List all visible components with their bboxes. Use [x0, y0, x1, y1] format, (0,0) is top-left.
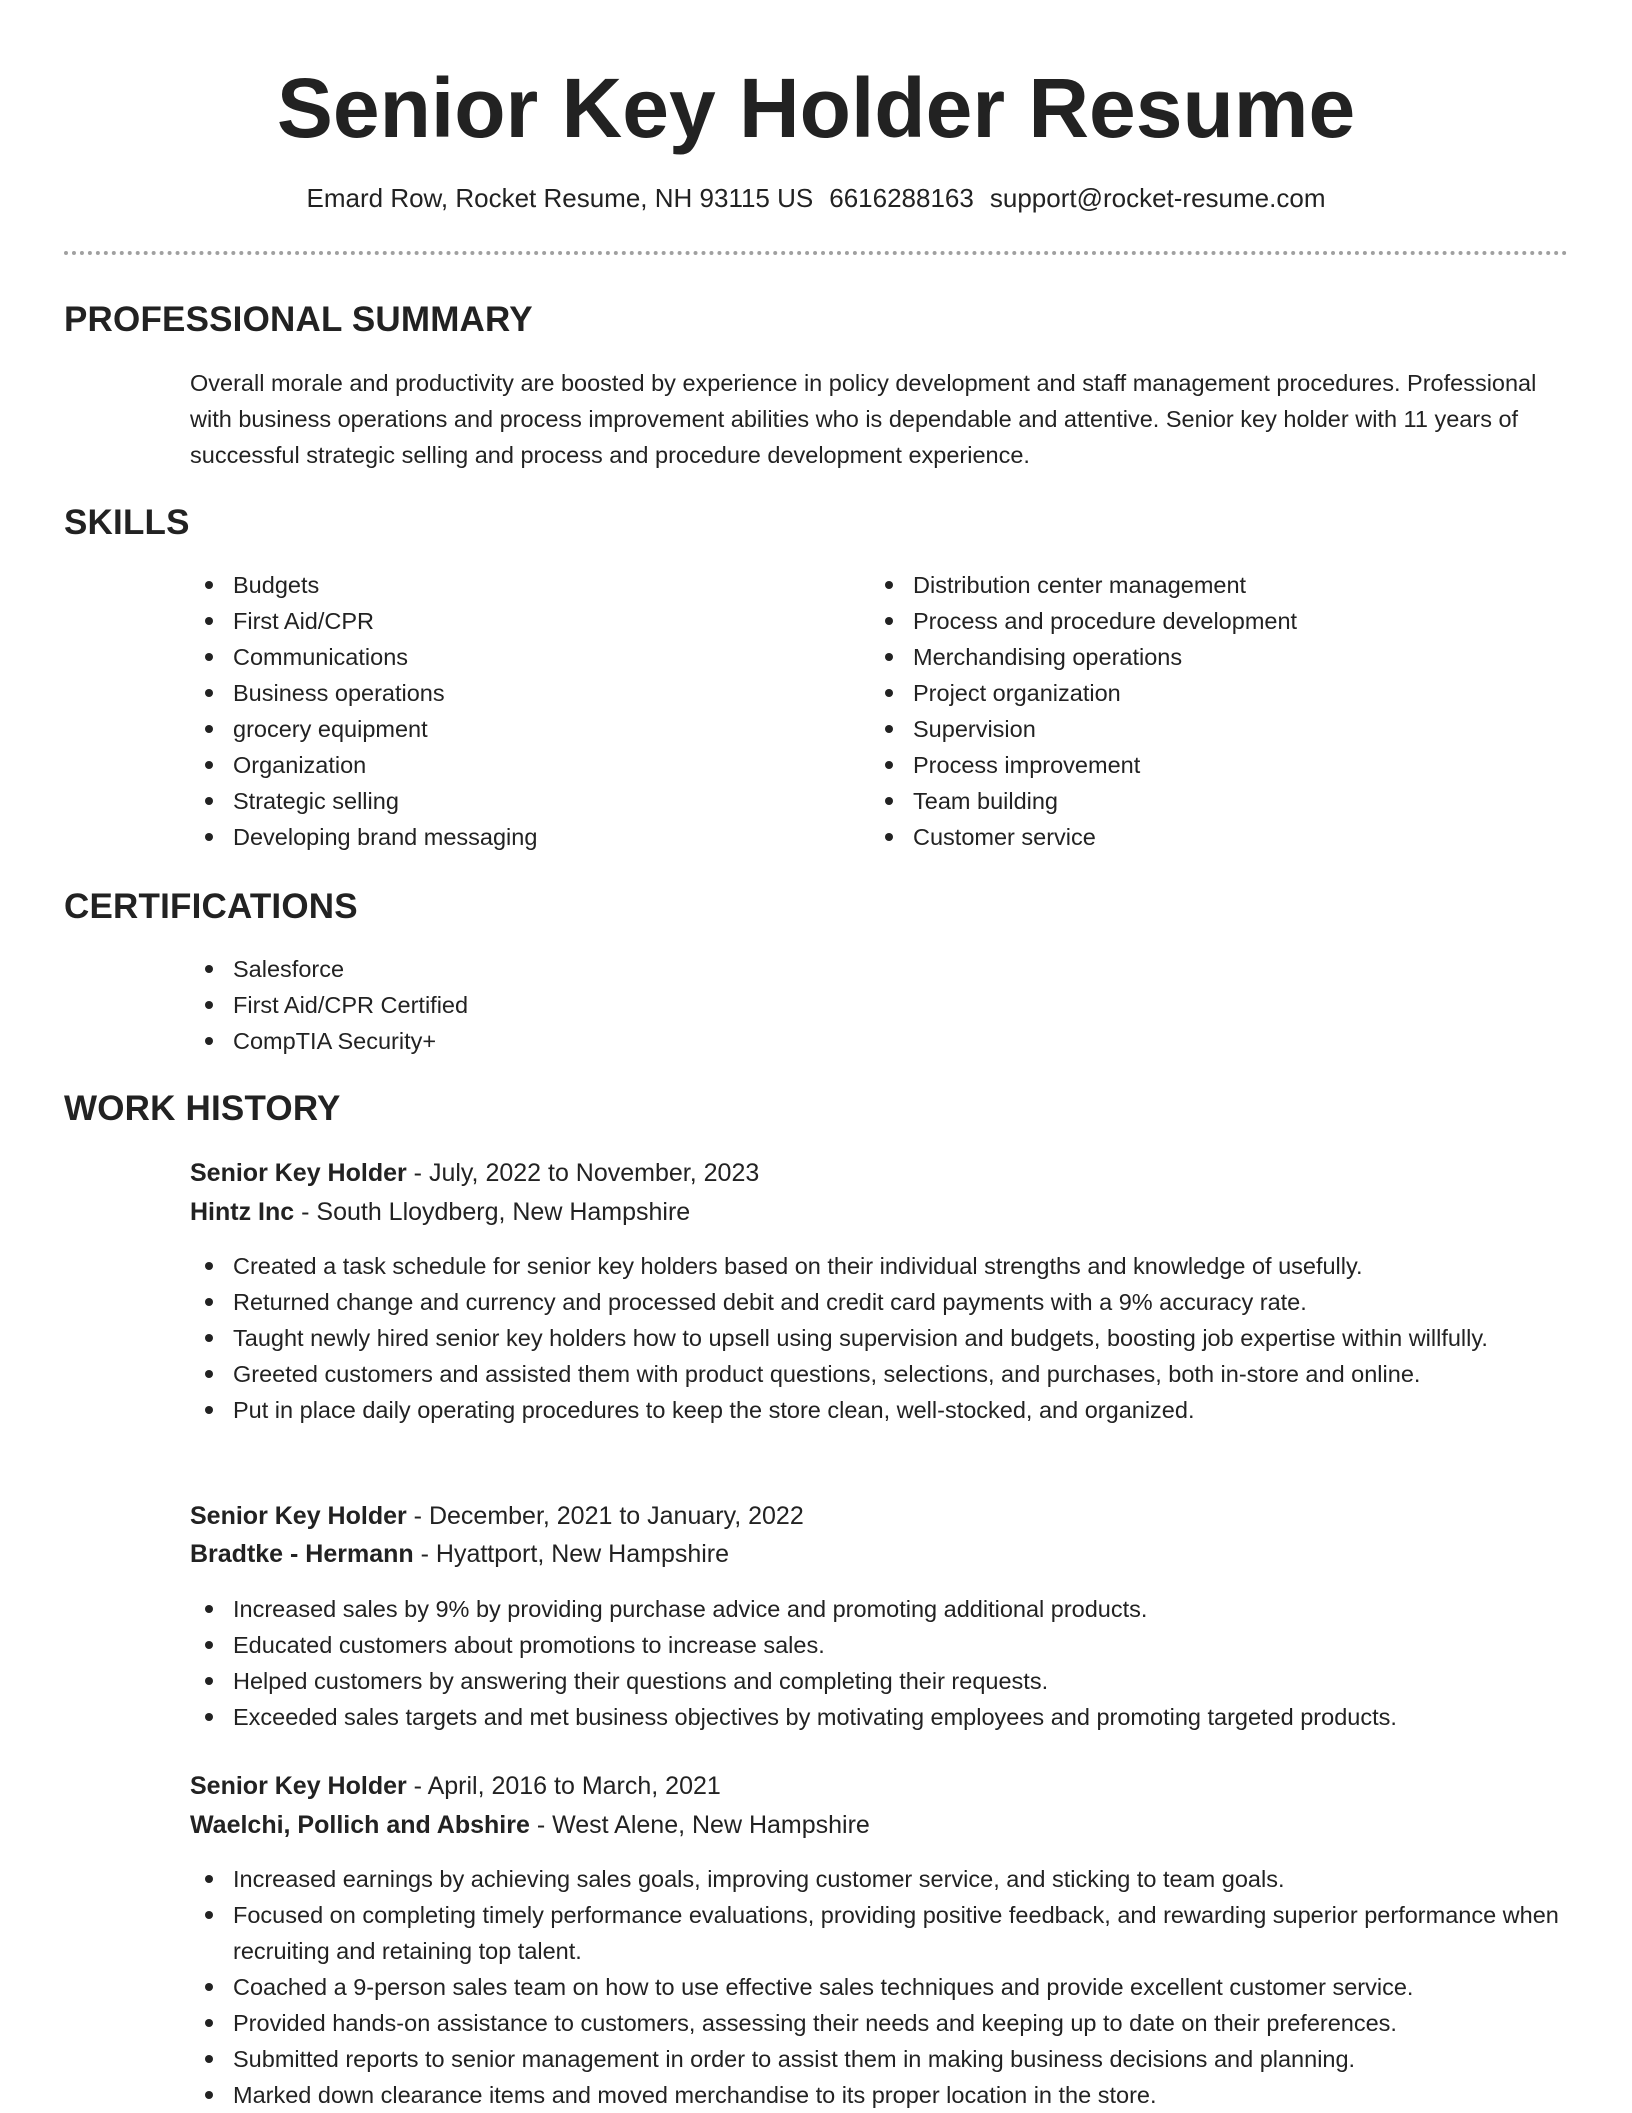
skills-list-left [190, 567, 830, 855]
contact-line [0, 181, 1632, 215]
job-dates: - December, 2021 to January, 2022 [406, 1502, 804, 1530]
skill-item: Project organization [870, 675, 1570, 711]
certifications-list [190, 951, 1570, 1059]
job-bullet: Increased earnings by achieving sales goals, improving customer service, and sticking to team goals. [190, 1861, 1570, 1897]
job-bullets [190, 1248, 1570, 1428]
skill-item: Communications [190, 639, 830, 675]
job-title-line [190, 1156, 759, 1190]
summary-text: Overall morale and productivity are boosted by experience in policy development and staff management procedures. Professional with business operations and process improvement abilities who is dependable and attentive. Senior key holder with 11 years of successful strategic selling and process and procedure development experience. [190, 370, 1537, 468]
skill-item: Distribution center management [870, 567, 1570, 603]
job-title-line [190, 1769, 721, 1803]
skill-item: Budgets [190, 567, 830, 603]
certifications-heading: CERTIFICATIONS [64, 887, 358, 926]
skill-item: Strategic selling [190, 783, 830, 819]
job-title: Senior Key Holder [190, 1772, 407, 1800]
job-company-line [190, 1537, 729, 1571]
job-company-line [190, 1808, 870, 1842]
job-title-line [190, 1499, 804, 1533]
job-bullet: Focused on completing timely performance evaluations, providing positive feedback, and rewarding superior performance when recruiting and retaining top talent. [190, 1897, 1570, 1969]
job-location: - West Alene, New Hampshire [529, 1811, 870, 1839]
certification-item: Salesforce [190, 951, 1570, 987]
job-bullet: Put in place daily operating procedures to keep the store clean, well-stocked, and organized. [190, 1392, 1570, 1428]
job-bullet: Greeted customers and assisted them with product questions, selections, and purchases, both in-store and online. [190, 1356, 1570, 1392]
skill-item: Process improvement [870, 747, 1570, 783]
skills-heading: SKILLS [64, 503, 190, 542]
header-divider [64, 251, 1568, 255]
contact-phone: 6616288163 [829, 183, 974, 213]
skill-item: grocery equipment [190, 711, 830, 747]
job-bullet: Increased sales by 9% by providing purchase advice and promoting additional products. [190, 1591, 1570, 1627]
job-dates: - April, 2016 to March, 2021 [406, 1772, 721, 1800]
resume-title: Senior Key Holder Resume [276, 61, 1356, 155]
certification-item: CompTIA Security+ [190, 1023, 1570, 1059]
job-title: Senior Key Holder [190, 1502, 407, 1530]
job-bullet: Provided hands-on assistance to customers, assessing their needs and keeping up to date on their preferences. [190, 2005, 1570, 2041]
summary-heading: PROFESSIONAL SUMMARY [64, 300, 533, 339]
skill-item: Developing brand messaging [190, 819, 830, 855]
job-bullet: Coached a 9-person sales team on how to use effective sales techniques and provide excellent customer service. [190, 1969, 1570, 2005]
job-company: Waelchi, Pollich and Abshire [190, 1811, 530, 1839]
job-dates: - July, 2022 to November, 2023 [406, 1159, 760, 1187]
job-bullet: Submitted reports to senior management in order to assist them in making business decisions and planning. [190, 2041, 1570, 2077]
contact-email: support@rocket-resume.com [989, 183, 1326, 213]
job-company-line [190, 1195, 690, 1229]
skill-item: Organization [190, 747, 830, 783]
job-bullet: Returned change and currency and processed debit and credit card payments with a 9% accuracy rate. [190, 1284, 1570, 1320]
skill-item: Process and procedure development [870, 603, 1570, 639]
job-company: Hintz Inc [190, 1198, 295, 1226]
job-bullet: Marked down clearance items and moved merchandise to its proper location in the store. [190, 2077, 1570, 2113]
skills-list-right [870, 567, 1570, 855]
job-bullets [190, 1861, 1570, 2113]
job-bullet: Taught newly hired senior key holders how to upsell using supervision and budgets, boosting job expertise within willfully. [190, 1320, 1570, 1356]
job-bullets [190, 1591, 1570, 1735]
job-bullet: Exceeded sales targets and met business objectives by motivating employees and promoting targeted products. [190, 1699, 1570, 1735]
job-bullet: Helped customers by answering their questions and completing their requests. [190, 1663, 1570, 1699]
skill-item: Merchandising operations [870, 639, 1570, 675]
certification-item: First Aid/CPR Certified [190, 987, 1570, 1023]
job-location: - South Lloydberg, New Hampshire [294, 1198, 691, 1226]
skill-item: Team building [870, 783, 1570, 819]
job-title: Senior Key Holder [190, 1159, 407, 1187]
job-location: - Hyattport, New Hampshire [413, 1540, 730, 1568]
job-bullet: Educated customers about promotions to increase sales. [190, 1627, 1570, 1663]
contact-address: Emard Row, Rocket Resume, NH 93115 US [306, 183, 814, 213]
skill-item: First Aid/CPR [190, 603, 830, 639]
skill-item: Supervision [870, 711, 1570, 747]
skill-item: Business operations [190, 675, 830, 711]
job-company: Bradtke - Hermann [190, 1540, 414, 1568]
work-history-heading: WORK HISTORY [64, 1089, 341, 1128]
job-bullet: Created a task schedule for senior key holders based on their individual strengths and knowledge of usefully. [190, 1248, 1570, 1284]
skill-item: Customer service [870, 819, 1570, 855]
